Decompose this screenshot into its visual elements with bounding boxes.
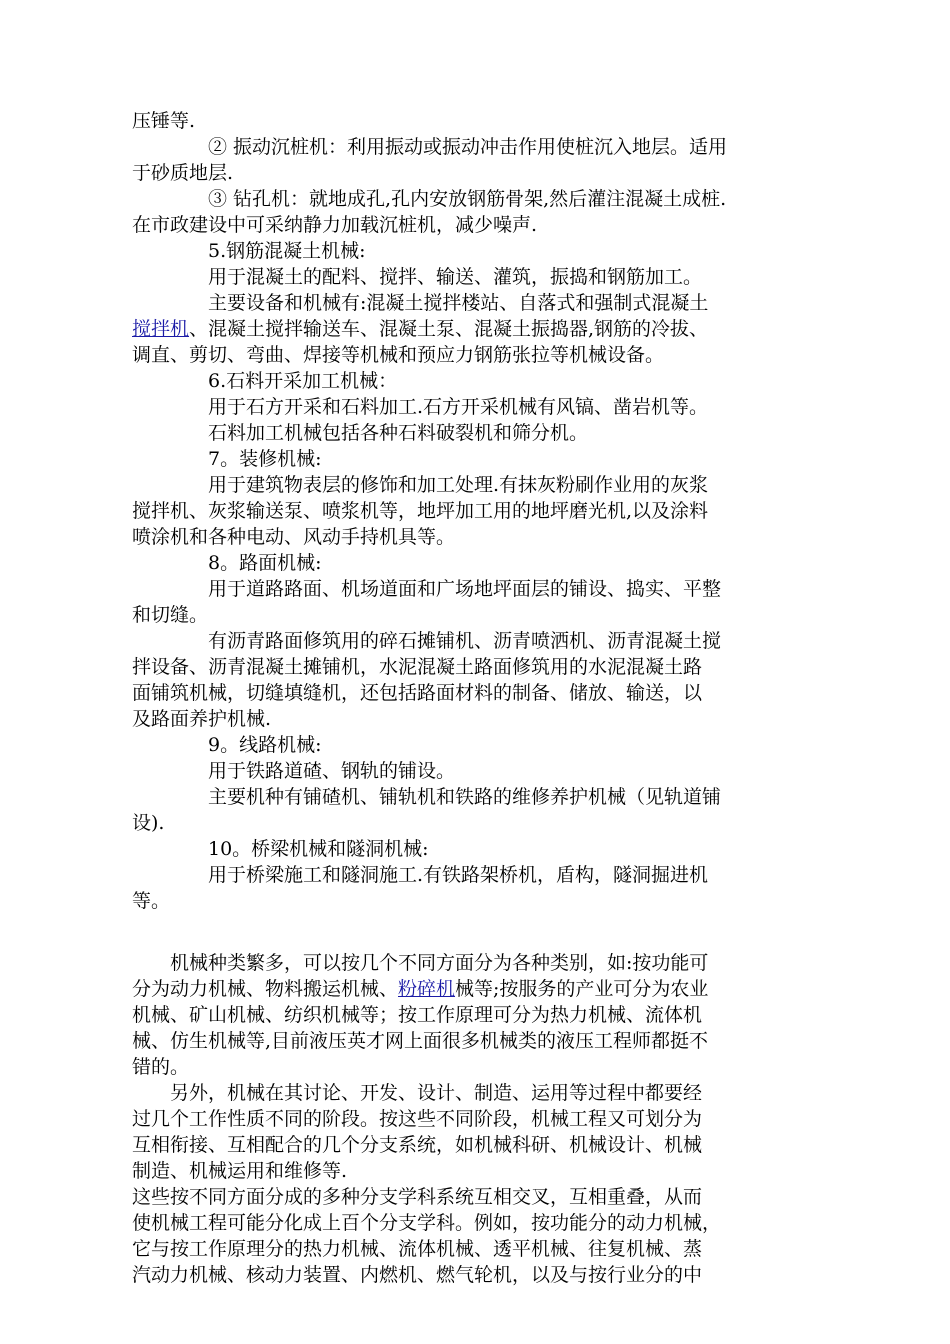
text-line: ② 振动沉桩机：利用振动或振动冲击作用使桩沉入地层。适用 — [208, 136, 728, 158]
text-line: 调直、剪切、弯曲、焊接等机械和预应力钢筋张拉等机械设备。 — [132, 344, 665, 366]
text-line: 面铺筑机械，切缝填缝机，还包括路面材料的制备、储放、输送，以 — [132, 682, 703, 704]
text-line: 等。 — [132, 890, 171, 912]
link-mixer[interactable]: 搅拌机 — [132, 318, 190, 340]
text-line: 于砂质地层. — [132, 162, 234, 184]
text-line: 石料加工机械包括各种石料破裂机和筛分机。 — [208, 422, 589, 444]
text-line: 拌设备、沥青混凝土摊铺机，水泥混凝土路面修筑用的水泥混凝土路 — [132, 656, 703, 678]
text-line: 及路面养护机械. — [132, 708, 272, 730]
text-run: 、混凝土搅拌输送车、混凝土泵、混凝土振捣器,钢筋的冷拔、 — [189, 318, 709, 340]
document-page — [132, 108, 818, 1288]
text-line: 用于桥梁施工和隧洞施工.有铁路架桥机，盾构，隧洞掘进机 — [208, 864, 709, 886]
text-line: 用于建筑物表层的修饰和加工处理.有抹灰粉刷作业用的灰浆 — [208, 474, 709, 496]
text-line: 互相衔接、互相配合的几个分支系统，如机械科研、机械设计、机械 — [132, 1134, 703, 1156]
text-line: 用于铁路道碴、钢轨的铺设。 — [208, 760, 456, 782]
text-line: 汽动力机械、核动力装置、内燃机、燃气轮机，以及与按行业分的中 — [132, 1264, 703, 1286]
text-line: 压锤等. — [132, 110, 196, 132]
text-line: 过几个工作性质不同的阶段。按这些不同阶段，机械工程又可划分为 — [132, 1108, 703, 1130]
text-line: 使机械工程可能分化成上百个分支学科。例如，按功能分的动力机械， — [132, 1212, 722, 1234]
text-line: 有沥青路面修筑用的碎石摊铺机、沥青喷洒机、沥青混凝土搅 — [208, 630, 722, 652]
text-line: 械、仿生机械等,目前液压英才网上面很多机械类的液压工程师都挺不 — [132, 1030, 709, 1052]
paragraph-gap — [132, 914, 818, 950]
section-heading: 5.钢筋混凝土机械: — [208, 240, 366, 262]
link-crusher[interactable]: 粉碎机 — [398, 978, 456, 1000]
section-heading: 6.石料开采加工机械： — [208, 370, 398, 392]
section-heading: 10。桥梁机械和隧洞机械: — [208, 838, 429, 860]
text-line: 另外，机械在其讨论、开发、设计、制造、运用等过程中都要经 — [170, 1082, 703, 1104]
text-run: 械等;按服务的产业可分为农业 — [455, 978, 709, 1000]
text-line: 在市政建设中可采纳静力加载沉桩机，减少噪声. — [132, 214, 538, 236]
text-run: 分为动力机械、物料搬运机械、 — [132, 978, 399, 1000]
text-line: 设). — [132, 812, 165, 834]
text-line: 它与按工作原理分的热力机械、流体机械、透平机械、往复机械、蒸 — [132, 1238, 703, 1260]
text-line: 机械种类繁多，可以按几个不同方面分为各种类别，如:按功能可 — [170, 952, 709, 974]
text-line: 主要设备和机械有:混凝土搅拌楼站、自落式和强制式混凝土 — [208, 292, 709, 314]
text-line: 和切缝。 — [132, 604, 209, 626]
text-line: 喷涂机和各种电动、风动手持机具等。 — [132, 526, 456, 548]
section-heading: 7。装修机械: — [208, 448, 322, 470]
text-line: 搅拌机、灰浆输送泵、喷浆机等，地坪加工用的地坪磨光机,以及涂料 — [132, 500, 709, 522]
text-line: ③ 钻孔机：就地成孔,孔内安放钢筋骨架,然后灌注混凝土成桩. — [208, 188, 727, 210]
text-line: 用于石方开采和石料加工.石方开采机械有风镐、凿岩机等。 — [208, 396, 709, 418]
text-line: 错的。 — [132, 1056, 190, 1078]
section-heading: 9。线路机械: — [208, 734, 322, 756]
text-line: 机械、矿山机械、纺织机械等；按工作原理可分为热力机械、流体机 — [132, 1004, 703, 1026]
text-line: 用于混凝土的配料、搅拌、输送、灌筑，振捣和钢筋加工。 — [208, 266, 703, 288]
text-line: 用于道路路面、机场道面和广场地坪面层的铺设、捣实、平整 — [208, 578, 722, 600]
text-line: 这些按不同方面分成的多种分支学科系统互相交叉，互相重叠，从而 — [132, 1186, 703, 1208]
text-line — [132, 316, 818, 342]
section-heading: 8。路面机械: — [208, 552, 322, 574]
text-line — [132, 976, 818, 1002]
text-line: 主要机种有铺碴机、铺轨机和铁路的维修养护机械（见轨道铺 — [208, 786, 722, 808]
text-line: 制造、机械运用和维修等. — [132, 1160, 348, 1182]
